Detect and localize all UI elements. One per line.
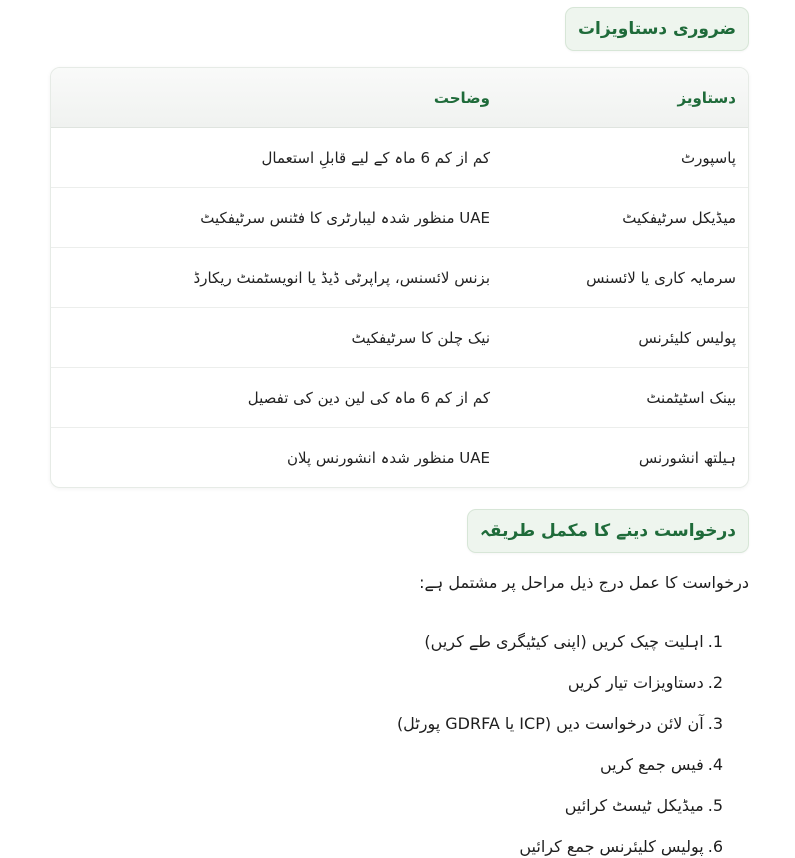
table-header bbox=[51, 68, 748, 128]
documents-table bbox=[50, 67, 749, 488]
process-intro: درخواست کا عمل درج ذیل مراحل پر مشتمل ہے: bbox=[419, 573, 749, 592]
list-item bbox=[397, 621, 723, 662]
document-name: پولیس کلیئرنس bbox=[638, 328, 736, 347]
document-name: بینک اسٹیٹمنٹ bbox=[646, 388, 736, 407]
step-number: 1. bbox=[707, 632, 723, 651]
document-description: نیک چلن کا سرٹیفکیٹ bbox=[351, 328, 490, 347]
column-header-document: دستاویز bbox=[677, 88, 736, 107]
document-description: UAE منظور شدہ انشورنس پلان bbox=[286, 448, 490, 467]
table-row bbox=[51, 128, 748, 188]
documents-heading: ضروری دستاویزات bbox=[565, 7, 749, 51]
list-item bbox=[397, 703, 723, 744]
step-text: پولیس کلیئرنس جمع کرائیں bbox=[519, 837, 704, 856]
step-number: 5. bbox=[707, 796, 723, 815]
table-row bbox=[51, 188, 748, 248]
process-steps-list bbox=[397, 621, 723, 858]
step-number: 6. bbox=[707, 837, 723, 856]
document-description: UAE منظور شدہ لیبارٹری کا فٹنس سرٹیفکیٹ bbox=[200, 208, 490, 227]
list-item bbox=[397, 826, 723, 858]
step-text: آن لائن درخواست دیں (ICP یا GDRFA پورٹل) bbox=[396, 714, 704, 733]
document-name: پاسپورٹ bbox=[681, 148, 736, 167]
table-row bbox=[51, 308, 748, 368]
process-heading: درخواست دینے کا مکمل طریقہ bbox=[467, 509, 749, 553]
table-row bbox=[51, 428, 748, 487]
step-text: دستاویزات تیار کریں bbox=[567, 673, 704, 692]
step-number: 3. bbox=[707, 714, 723, 733]
step-text: اہلیت چیک کریں (اپنی کیٹیگری طے کریں) bbox=[424, 632, 704, 651]
document-name: ہیلتھ انشورنس bbox=[638, 448, 736, 467]
step-number: 2. bbox=[707, 673, 723, 692]
document-description: کم از کم 6 ماہ کے لیے قابلِ استعمال bbox=[261, 148, 490, 167]
document-name: میڈیکل سرٹیفکیٹ bbox=[622, 208, 736, 227]
list-item bbox=[397, 744, 723, 785]
step-text: میڈیکل ٹیسٹ کرائیں bbox=[564, 796, 704, 815]
table-row bbox=[51, 248, 748, 308]
list-item bbox=[397, 662, 723, 703]
document-description: بزنس لائسنس، پراپرٹی ڈیڈ یا انویسٹمنٹ ریکارڈ bbox=[193, 268, 490, 287]
step-text: فیس جمع کریں bbox=[599, 755, 704, 774]
table-row bbox=[51, 368, 748, 428]
column-header-description: وضاحت bbox=[433, 88, 490, 107]
list-item bbox=[397, 785, 723, 826]
document-description: کم از کم 6 ماہ کی لین دین کی تفصیل bbox=[247, 388, 490, 407]
document-name: سرمایہ کاری یا لائسنس bbox=[586, 268, 736, 287]
step-number: 4. bbox=[707, 755, 723, 774]
